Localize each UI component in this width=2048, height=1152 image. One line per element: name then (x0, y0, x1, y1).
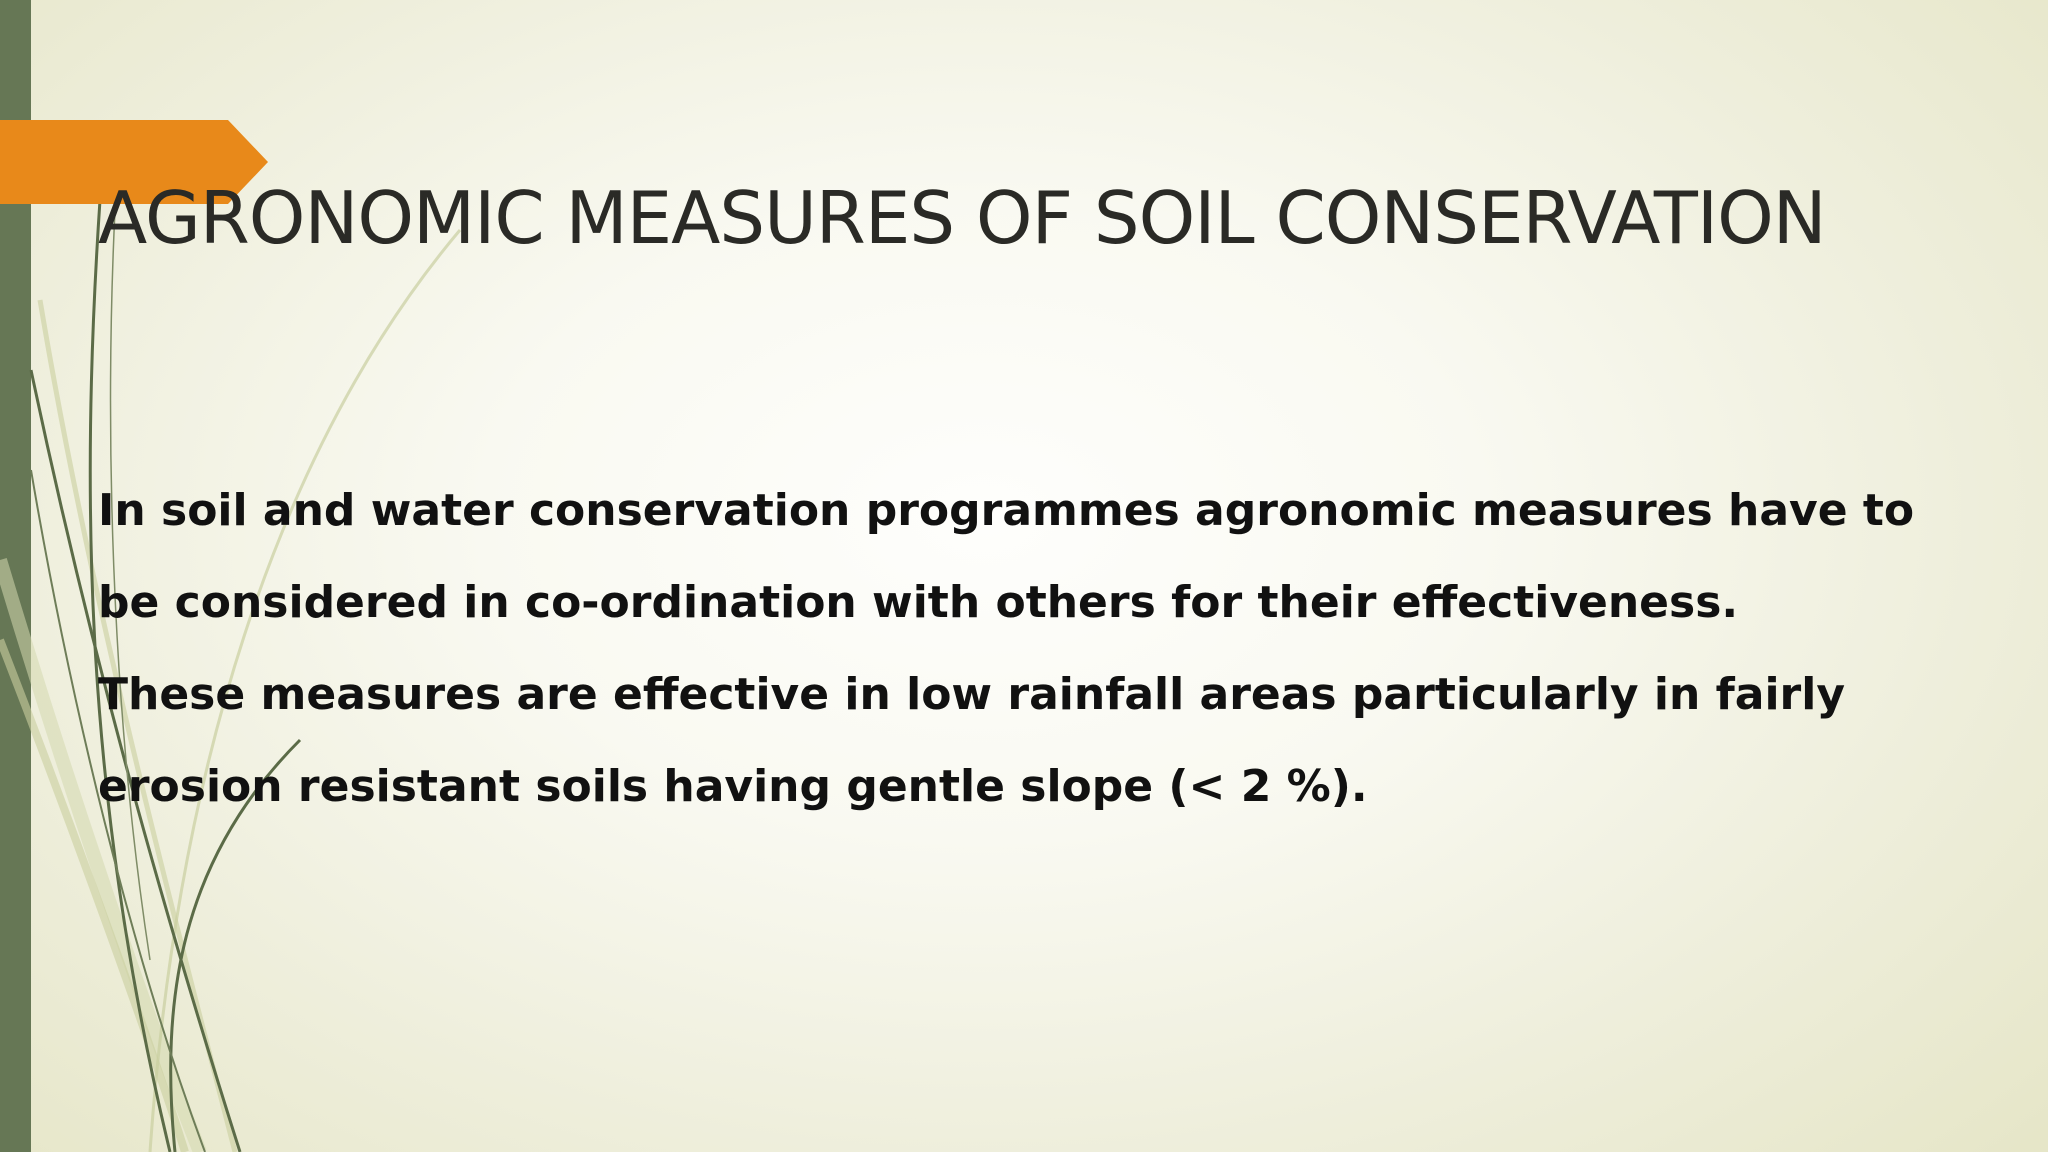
body-line: These measures are effective in low rainfall areas particularly in fairly (98, 669, 1846, 720)
slide-body (98, 465, 1998, 833)
body-line: erosion resistant soils having gentle slope (< 2 %). (98, 761, 1368, 812)
slide-title: AGRONOMIC MEASURES OF SOIL CONSERVATION (98, 176, 1826, 260)
body-line: In soil and water conservation programmes agronomic measures have to (98, 485, 1915, 536)
body-line: be considered in co-ordination with others for their effectiveness. (98, 577, 1739, 628)
